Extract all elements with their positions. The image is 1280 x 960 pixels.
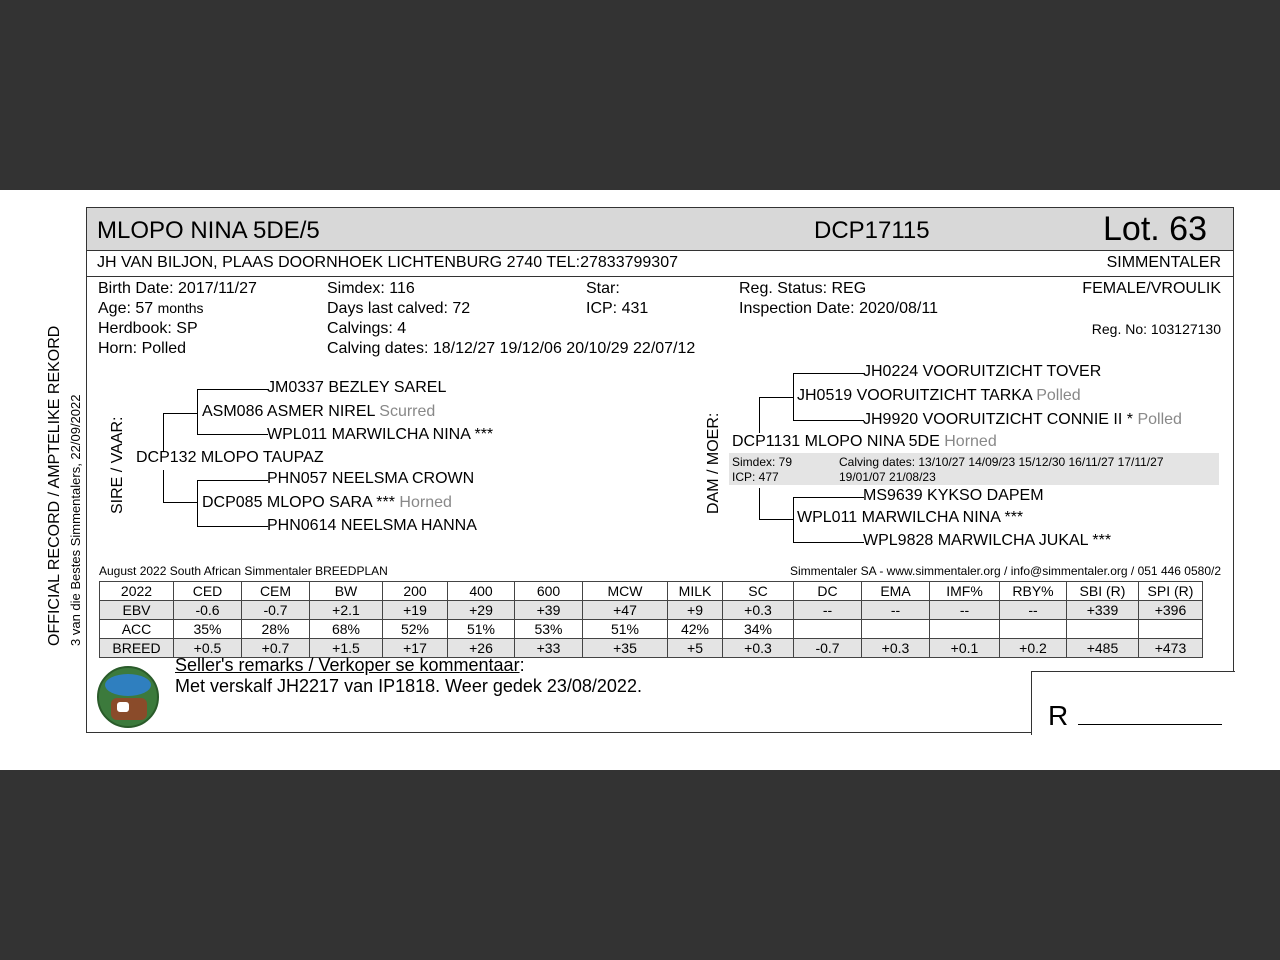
dam-sire-line: JH0519 VOORUITZICHT TARKA Polled bbox=[797, 387, 1081, 404]
ebv-cell: 51% bbox=[448, 620, 515, 639]
animal-card bbox=[86, 207, 1234, 733]
ebv-cell: +2.1 bbox=[310, 601, 383, 620]
ebv-cell: 200 bbox=[383, 582, 448, 601]
dam-dam-dam-name: WPL9828 MARWILCHA JUKAL *** bbox=[863, 532, 1112, 549]
ebv-cell: 51% bbox=[583, 620, 668, 639]
ebv-cell: +26 bbox=[448, 639, 515, 658]
tree-line bbox=[759, 397, 794, 433]
ebv-cell: +39 bbox=[515, 601, 583, 620]
sire-label: SIRE / VAAR: bbox=[109, 416, 126, 514]
ebv-cell: +9 bbox=[668, 601, 723, 620]
ebv-cell bbox=[1000, 620, 1067, 639]
owner-band bbox=[87, 250, 1233, 277]
tree-line bbox=[163, 413, 198, 451]
ebv-cell: +473 bbox=[1139, 639, 1203, 658]
ebv-header-row bbox=[100, 582, 1203, 601]
remarks-text: Met verskalf JH2217 van IP1818. Weer gedek 23/08/2022. bbox=[175, 676, 642, 696]
owner-info: JH VAN BILJON, PLAAS DOORNHOEK LICHTENBURG 2740 TEL:27833799307 bbox=[97, 254, 678, 271]
calvings: Calvings: 4 bbox=[327, 320, 407, 337]
title-band bbox=[87, 208, 1233, 251]
reg-number: Reg. No: 103127130 bbox=[1091, 321, 1221, 337]
ebv-cell bbox=[1067, 620, 1139, 639]
dam-label: DAM / MOER: bbox=[705, 412, 722, 514]
ebv-row bbox=[100, 620, 1203, 639]
ebv-cell: SPI (R) bbox=[1139, 582, 1203, 601]
ebv-cell: +47 bbox=[583, 601, 668, 620]
dam-name-line: DCP1131 MLOPO NINA 5DE Horned bbox=[732, 433, 997, 450]
ebv-cell: 2022 bbox=[100, 582, 174, 601]
ebv-cell: -- bbox=[1000, 601, 1067, 620]
ebv-cell: EMA bbox=[862, 582, 930, 601]
ebv-cell: +33 bbox=[515, 639, 583, 658]
ebv-cell: 35% bbox=[174, 620, 242, 639]
ebv-cell: 28% bbox=[242, 620, 310, 639]
ebv-cell: +17 bbox=[383, 639, 448, 658]
ebv-cell bbox=[794, 620, 862, 639]
ebv-cell: 42% bbox=[668, 620, 723, 639]
dam-calving-dates-cont: 19/01/07 21/08/23 bbox=[839, 470, 936, 484]
ebv-cell: ACC bbox=[100, 620, 174, 639]
horn-status: Horn: Polled bbox=[98, 340, 187, 357]
ebv-cell: BW bbox=[310, 582, 383, 601]
ebv-cell: +0.3 bbox=[723, 601, 794, 620]
ebv-cell: +396 bbox=[1139, 601, 1203, 620]
dam-dam-sire-name: MS9639 KYKSO DAPEM bbox=[863, 487, 1044, 504]
dam-calving-dates: Calving dates: 13/10/27 14/09/23 15/12/30 16/11/27 17/11/27 bbox=[839, 455, 1164, 469]
ebv-cell: +1.5 bbox=[310, 639, 383, 658]
ebv-cell: BREED bbox=[100, 639, 174, 658]
ebv-cell: -0.7 bbox=[794, 639, 862, 658]
sex: FEMALE/VROULIK bbox=[1082, 280, 1221, 297]
ebv-cell: +339 bbox=[1067, 601, 1139, 620]
dam-icp: ICP: 477 bbox=[732, 470, 779, 484]
tree-line bbox=[759, 488, 794, 520]
ebv-cell: CED bbox=[174, 582, 242, 601]
simdex: Simdex: 116 bbox=[327, 280, 415, 297]
tree-line bbox=[163, 470, 198, 503]
official-record-label: OFFICIAL RECORD / AMPTELIKE REKORD bbox=[46, 325, 63, 646]
ebv-table bbox=[99, 581, 1203, 658]
ebv-cell: 600 bbox=[515, 582, 583, 601]
star: Star: bbox=[586, 280, 620, 297]
dam-dam-name: WPL011 MARWILCHA NINA *** bbox=[797, 509, 1024, 526]
remarks-title: Seller's remarks / Verkoper se kommentaar: bbox=[175, 655, 525, 675]
calving-dates: Calving dates: 18/12/27 19/12/06 20/10/29 22/07/12 bbox=[327, 340, 696, 357]
ebv-cell: +0.1 bbox=[930, 639, 1000, 658]
ebv-cell: +485 bbox=[1067, 639, 1139, 658]
ebv-cell: 53% bbox=[515, 620, 583, 639]
dam-simdex: Simdex: 79 bbox=[732, 455, 793, 469]
age: Age: 57 months bbox=[98, 300, 204, 317]
icp: ICP: 431 bbox=[586, 300, 649, 317]
animal-name: MLOPO NINA 5DE/5 bbox=[97, 217, 320, 244]
ebv-row bbox=[100, 601, 1203, 620]
ebv-cell: 68% bbox=[310, 620, 383, 639]
ebv-cell: 400 bbox=[448, 582, 515, 601]
ebv-cell: +0.7 bbox=[242, 639, 310, 658]
breedplan-contact: Simmentaler SA - www.simmentaler.org / info@simmentaler.org / 051 446 0580/2 bbox=[789, 564, 1221, 578]
ebv-cell: +0.5 bbox=[174, 639, 242, 658]
ebv-cell: CEM bbox=[242, 582, 310, 601]
ebv-cell: DC bbox=[794, 582, 862, 601]
ebv-cell: +0.3 bbox=[723, 639, 794, 658]
ebv-cell: +0.2 bbox=[1000, 639, 1067, 658]
ebv-cell: SC bbox=[723, 582, 794, 601]
ebv-cell bbox=[930, 620, 1000, 639]
ebv-cell: MCW bbox=[583, 582, 668, 601]
days-last-calved: Days last calved: 72 bbox=[327, 300, 471, 317]
ebv-cell: 34% bbox=[723, 620, 794, 639]
ebv-cell: -- bbox=[930, 601, 1000, 620]
ebv-cell: EBV bbox=[100, 601, 174, 620]
sire-dam-sire-name: PHN057 NEELSMA CROWN bbox=[267, 470, 475, 487]
sale-date-label: 3 van die Bestes Simmentalers, 22/09/2022 bbox=[68, 394, 83, 646]
registration-id: DCP17115 bbox=[814, 217, 930, 244]
herdbook: Herdbook: SP bbox=[98, 320, 198, 337]
ebv-cell bbox=[1139, 620, 1203, 639]
dam-sire-sire-name: JH0224 VOORUITZICHT TOVER bbox=[863, 363, 1102, 380]
ebv-cell: +19 bbox=[383, 601, 448, 620]
sire-sire-dam-name: WPL011 MARWILCHA NINA *** bbox=[267, 426, 494, 443]
ebv-cell: +35 bbox=[583, 639, 668, 658]
auction-record-sheet bbox=[0, 190, 1280, 770]
ebv-cell: 52% bbox=[383, 620, 448, 639]
ebv-cell: MILK bbox=[668, 582, 723, 601]
price-box bbox=[1031, 671, 1235, 735]
ebv-cell: -- bbox=[862, 601, 930, 620]
breed-name: SIMMENTALER bbox=[1106, 254, 1221, 271]
sire-dam-dam-name: PHN0614 NEELSMA HANNA bbox=[267, 517, 477, 534]
simmentaler-logo bbox=[97, 666, 159, 728]
sire-sire-name: JM0337 BEZLEY SAREL bbox=[267, 379, 447, 396]
price-line[interactable] bbox=[1078, 724, 1222, 725]
ebv-cell: SBI (R) bbox=[1067, 582, 1139, 601]
ebv-cell: RBY% bbox=[1000, 582, 1067, 601]
lot-number: Lot. 63 bbox=[1103, 210, 1207, 248]
ebv-cell: +0.3 bbox=[862, 639, 930, 658]
ebv-cell: -0.6 bbox=[174, 601, 242, 620]
ebv-cell: -0.7 bbox=[242, 601, 310, 620]
price-currency: R bbox=[1048, 700, 1069, 731]
reg-status: Reg. Status: REG bbox=[739, 280, 867, 297]
birth-date: Birth Date: 2017/11/27 bbox=[98, 280, 257, 297]
inspection-date: Inspection Date: 2020/08/11 bbox=[739, 300, 938, 317]
ebv-cell: +29 bbox=[448, 601, 515, 620]
dam-sire-dam-line: JH9920 VOORUITZICHT CONNIE II * Polled bbox=[863, 411, 1182, 428]
ebv-cell bbox=[862, 620, 930, 639]
ebv-cell: -- bbox=[794, 601, 862, 620]
ebv-cell: IMF% bbox=[930, 582, 1000, 601]
ebv-cell: +5 bbox=[668, 639, 723, 658]
breedplan-title: August 2022 South African Simmentaler BREEDPLAN bbox=[99, 564, 388, 578]
sire-dam-line: DCP085 MLOPO SARA *** Horned bbox=[202, 494, 452, 511]
sire-sire-line: ASM086 ASMER NIREL Scurred bbox=[202, 403, 436, 420]
sire-name: DCP132 MLOPO TAUPAZ bbox=[136, 449, 324, 466]
